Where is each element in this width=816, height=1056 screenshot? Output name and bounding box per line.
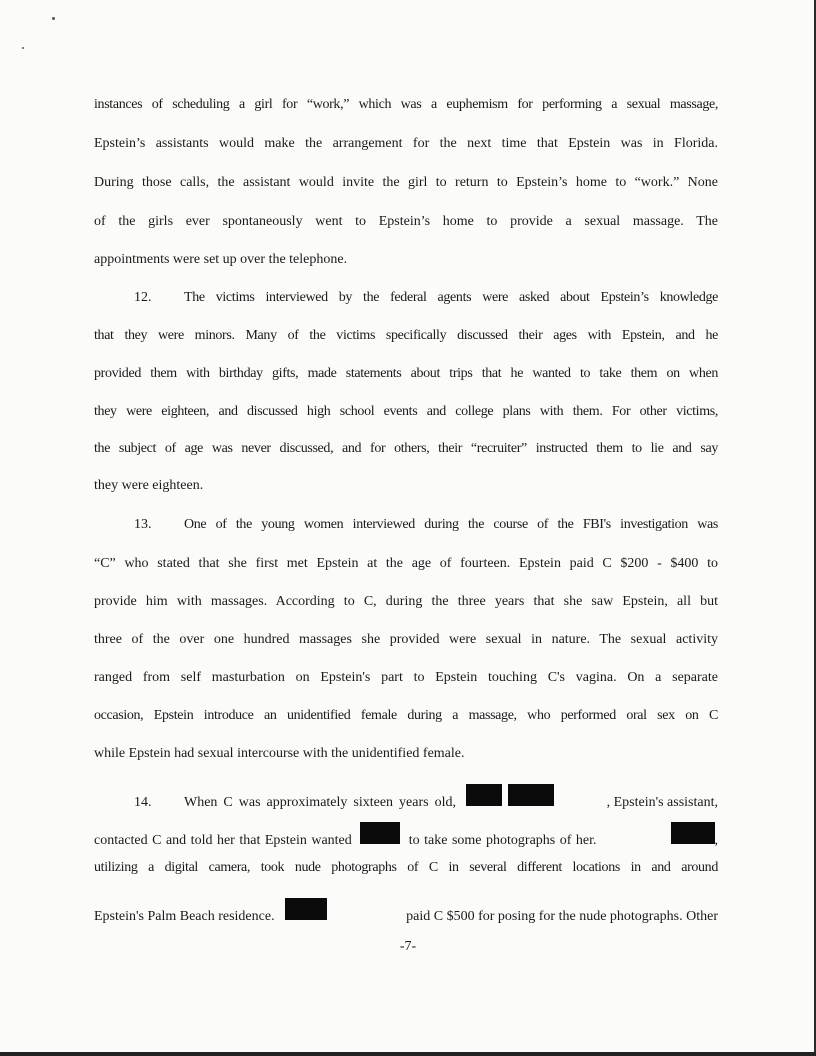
text-line: provide him with massages. According to C, during the three years that she saw Epstein, all but	[94, 594, 718, 609]
redaction-block	[466, 784, 502, 806]
text-line: three of the over one hundred massages she provided were sexual in nature. The sexual activity	[94, 632, 718, 647]
text-line: they were eighteen.	[94, 478, 204, 493]
text-line: appointments were set up over the telephone.	[94, 252, 348, 267]
paragraph-number: 14.	[134, 795, 152, 810]
page-number: -7-	[399, 939, 417, 954]
text-segment: When C was approximately sixteen years old,	[184, 795, 456, 810]
scan-speck	[22, 47, 24, 49]
text-line: they were eighteen, and discussed high school events and college plans with them. For other victims,	[94, 404, 718, 419]
paragraph-14-first-line	[134, 784, 718, 811]
redaction-block	[285, 898, 327, 920]
text-segment: ,	[714, 833, 718, 848]
text-segment: paid C $500 for posing for the nude photographs. Other	[406, 909, 718, 924]
text-line: Epstein’s assistants would make the arrangement for the next time that Epstein was in Florida.	[94, 136, 718, 151]
scan-speck	[52, 17, 55, 20]
paragraph-number: 12.	[134, 290, 152, 305]
text-line: instances of scheduling a girl for “work,” which was a euphemism for performing a sexual massage,	[94, 97, 718, 112]
text-segment: to take some photographs of her.	[408, 833, 597, 848]
text-line: ranged from self masturbation on Epstein's part to Epstein touching C's vagina. On a separate	[94, 670, 718, 685]
paragraph-13-first-line	[134, 517, 718, 533]
text-segment: , Epstein's assistant,	[606, 795, 718, 810]
text-line: utilizing a digital camera, took nude photographs of C in several different locations in and around	[94, 860, 718, 875]
redaction-block	[508, 784, 554, 806]
scan-edge-bottom	[0, 1052, 816, 1056]
text-line: The victims interviewed by the federal agents were asked about Epstein’s knowledge	[184, 290, 718, 305]
text-line: while Epstein had sexual intercourse with the unidentified female.	[94, 746, 465, 761]
text-line: “C” who stated that she first met Epstein at the age of fourteen. Epstein paid C $200 - $400 to	[94, 556, 718, 571]
text-line-with-redactions	[94, 898, 718, 925]
text-line: occasion, Epstein introduce an unidentified female during a massage, who performed oral sex on C	[94, 708, 718, 723]
text-line-with-redactions	[94, 822, 718, 849]
text-line: that they were minors. Many of the victims specifically discussed their ages with Epstein, and he	[94, 328, 718, 343]
text-line: provided them with birthday gifts, made statements about trips that he wanted to take them on when	[94, 366, 718, 381]
redaction-block	[360, 822, 400, 844]
text-line: of the girls ever spontaneously went to Epstein’s home to provide a sexual massage. The	[94, 214, 718, 229]
text-segment: contacted C and told her that Epstein wanted	[94, 833, 352, 848]
text-line: the subject of age was never discussed, and for others, their “recruiter” instructed them to lie and say	[94, 441, 718, 456]
text-segment: Epstein's Palm Beach residence.	[94, 909, 275, 924]
paragraph-number: 13.	[134, 517, 152, 532]
paragraph-12-first-line	[134, 290, 718, 306]
redaction-block	[671, 822, 715, 844]
text-line: One of the young women interviewed during the course of the FBI's investigation was	[184, 517, 718, 532]
text-line: During those calls, the assistant would invite the girl to return to Epstein’s home to “work.” None	[94, 175, 718, 190]
